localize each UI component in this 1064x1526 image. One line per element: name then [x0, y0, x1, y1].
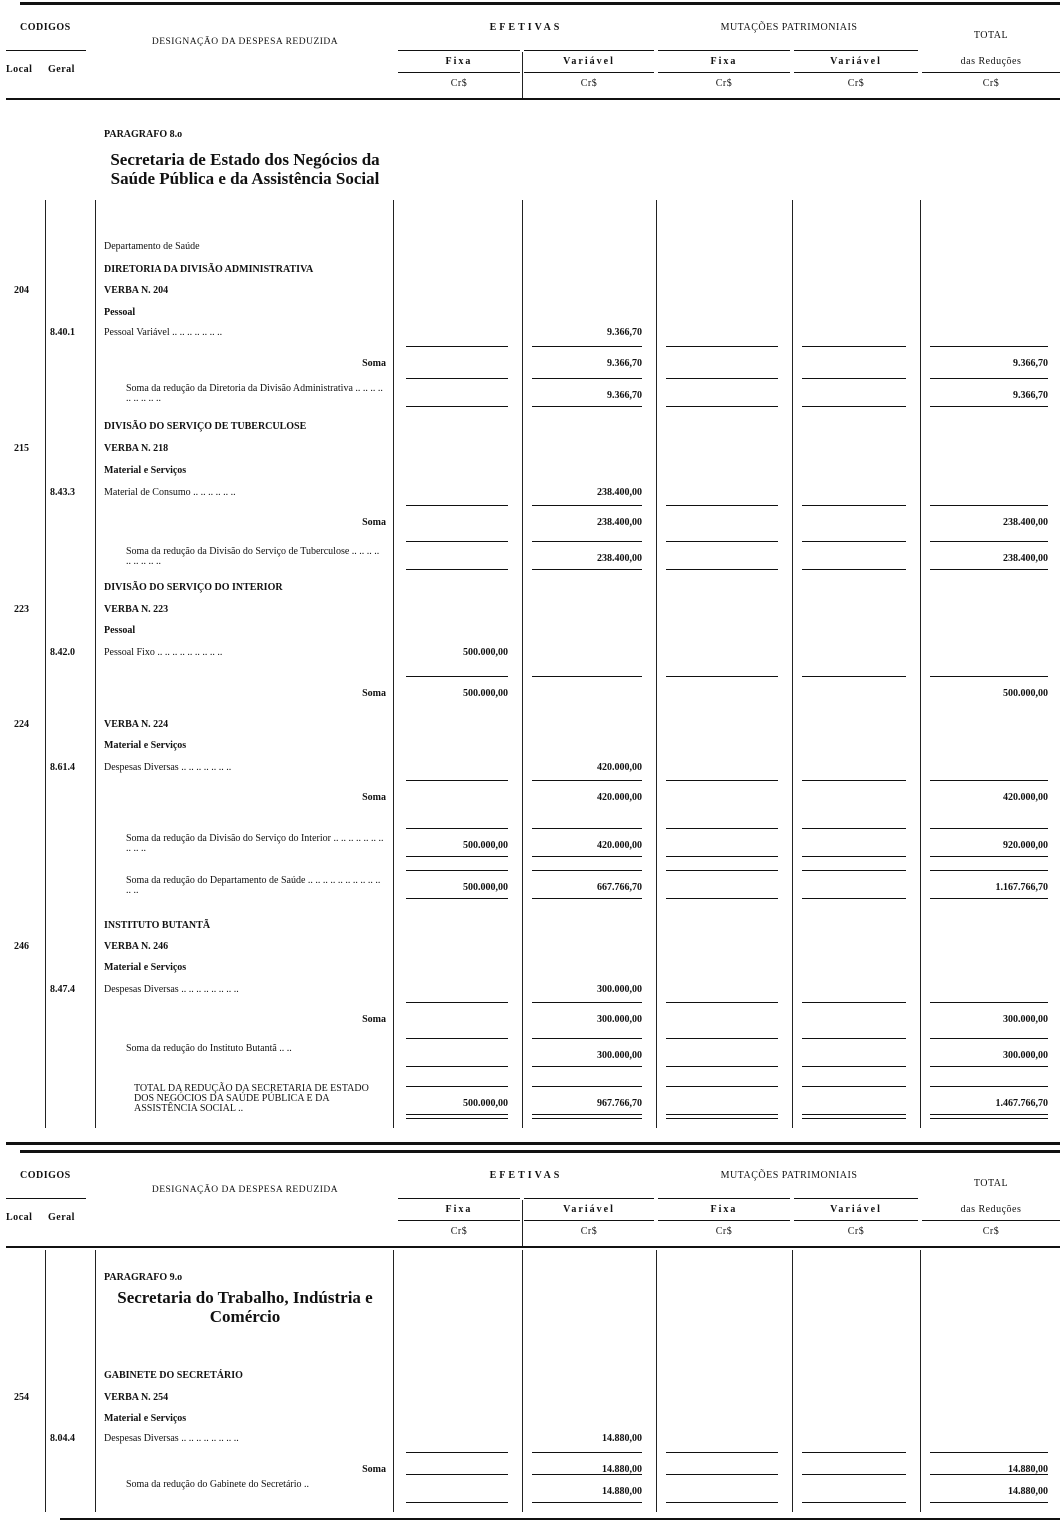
sum-rule-above: [406, 780, 508, 781]
sum-rule-below: [532, 569, 642, 570]
sum-rule-below: [406, 856, 508, 857]
sum-rule-below: [532, 856, 642, 857]
value-variavel: 967.766,70: [597, 1098, 642, 1109]
code-local: 254: [14, 1392, 29, 1403]
currency-total-label: Cr$: [982, 1226, 1000, 1237]
local-label: Local: [6, 64, 33, 75]
subheader-rule: [398, 50, 520, 51]
value-total: 1.467.766,70: [995, 1098, 1048, 1109]
sum-rule-above: [406, 1038, 508, 1039]
sum-rule-above: [930, 378, 1048, 379]
soma-label: Soma: [362, 517, 386, 528]
sum-rule-above: [802, 505, 906, 506]
geral-label: Geral: [48, 64, 75, 75]
sum-rule-above: [802, 541, 906, 542]
column-mvar-label: Variável: [830, 1204, 882, 1215]
sum-rule-above: [406, 505, 508, 506]
subtotal-label: Soma da redução da Divisão do Serviço do Interior .. .. .. .. .. .. .. .. .. ..: [126, 833, 384, 854]
sum-rule-above: [666, 676, 778, 677]
row-label: VERBA N. 204: [104, 285, 169, 296]
sum-rule-below: [666, 898, 778, 899]
sum-rule-double: [532, 1118, 642, 1119]
sum-rule-above: [802, 378, 906, 379]
soma-label: Soma: [362, 358, 386, 369]
row-label: Pessoal: [104, 625, 136, 636]
sum-rule-below: [406, 1066, 508, 1067]
sum-rule-above: [930, 541, 1048, 542]
column-divider: [656, 200, 657, 1128]
sum-rule-above: [930, 1474, 1048, 1475]
sum-rule-above: [532, 1086, 642, 1087]
subheader-rule: [794, 50, 918, 51]
column-divider: [45, 1250, 46, 1512]
total-label: TOTAL: [973, 30, 1009, 41]
mutacoes-label: MUTAÇÕES PATRIMONIAIS: [720, 1170, 858, 1181]
sum-rule-above: [666, 1038, 778, 1039]
header-top-rule: [20, 1150, 1060, 1153]
column-divider: [45, 200, 46, 1128]
paragrafo-label: PARAGRAFO 9.o: [104, 1272, 183, 1283]
sum-rule-double: [406, 1118, 508, 1119]
row-label: Material e Serviços: [104, 465, 187, 476]
currency-mvar-label: Cr$: [847, 1226, 865, 1237]
row-label: Departamento de Saúde: [104, 241, 200, 252]
secretaria-title: Secretaria do Trabalho, Indústria e Comércio: [117, 1288, 373, 1326]
row-label: DIVISÃO DO SERVIÇO DO INTERIOR: [104, 582, 283, 593]
sum-rule-above: [666, 505, 778, 506]
subheader-rule: [658, 1198, 790, 1199]
header-divider: [522, 1200, 523, 1248]
row-label: VERBA N. 224: [104, 719, 169, 730]
code-geral: 8.42.0: [50, 647, 75, 658]
sum-rule-below: [406, 898, 508, 899]
value-total: 500.000,00: [1003, 688, 1048, 699]
value-total: 420.000,00: [1003, 792, 1048, 803]
sum-rule-below: [406, 1502, 508, 1503]
sum-rule-above: [532, 1002, 642, 1003]
row-label: Material e Serviços: [104, 1413, 187, 1424]
soma-label: Soma: [362, 688, 386, 699]
header-bottom-rule: [6, 98, 1060, 100]
code-geral: 8.61.4: [50, 762, 75, 773]
sum-rule-below: [666, 406, 778, 407]
sum-rule-double: [666, 1118, 778, 1119]
sum-rule-below: [666, 1502, 778, 1503]
subheader-rule: [524, 50, 654, 51]
value-fixa: 500.000,00: [463, 840, 508, 851]
header-bottom-rule: [6, 1246, 1060, 1248]
sum-rule-below: [406, 406, 508, 407]
designacao-label: DESIGNAÇÃO DA DESPESA REDUZIDA: [151, 37, 339, 47]
value-variavel: 420.000,00: [597, 840, 642, 851]
row-label: Material e Serviços: [104, 962, 187, 973]
value-variavel: 420.000,00: [597, 792, 642, 803]
sum-rule-above: [930, 828, 1048, 829]
subtotal-label: Soma da redução da Diretoria da Divisão Administrativa .. .. .. .. .. .. .. .. ..: [126, 383, 383, 404]
currency-rule: [658, 72, 790, 73]
sum-rule-above: [406, 541, 508, 542]
sum-rule-above: [406, 346, 508, 347]
row-label: DIRETORIA DA DIVISÃO ADMINISTRATIVA: [104, 264, 314, 275]
currency-rule: [922, 72, 1060, 73]
code-local: 224: [14, 719, 29, 730]
efetivas-label: EFETIVAS: [489, 1170, 563, 1181]
value-fixa: 500.000,00: [463, 882, 508, 893]
sum-rule-below: [802, 406, 906, 407]
section-separator: [6, 1142, 1060, 1145]
sum-rule-below: [930, 1502, 1048, 1503]
sum-rule-above: [532, 378, 642, 379]
column-divider: [522, 1250, 523, 1512]
code-local: 215: [14, 443, 29, 454]
sum-rule-above: [802, 346, 906, 347]
column-divider: [792, 1250, 793, 1512]
value-total: 1.167.766,70: [995, 882, 1048, 893]
currency-rule: [794, 1220, 918, 1221]
sum-rule-above: [802, 780, 906, 781]
currency-rule: [658, 1220, 790, 1221]
soma-label: Soma: [362, 1014, 386, 1025]
sum-rule-above: [930, 1038, 1048, 1039]
sum-rule-above: [666, 1002, 778, 1003]
sum-rule-above: [406, 676, 508, 677]
sum-rule-above: [532, 541, 642, 542]
sum-rule-below: [802, 1114, 906, 1115]
sum-rule-above: [532, 346, 642, 347]
row-label: Despesas Diversas .. .. .. .. .. .. ..: [104, 762, 232, 773]
value-variavel: 667.766,70: [597, 882, 642, 893]
sum-rule-above: [930, 676, 1048, 677]
sum-rule-above: [666, 870, 778, 871]
sum-rule-below: [532, 406, 642, 407]
row-label: Pessoal: [104, 307, 136, 318]
currency-fixa-label: Cr$: [450, 78, 468, 89]
codes-rule: [6, 1198, 86, 1199]
sum-rule-below: [532, 1114, 642, 1115]
sum-rule-below: [802, 898, 906, 899]
value-variavel: 238.400,00: [597, 517, 642, 528]
value-variavel: 300.000,00: [597, 1014, 642, 1025]
row-label: Despesas Diversas .. .. .. .. .. .. .. ..: [104, 1433, 239, 1444]
sum-rule-below: [802, 1066, 906, 1067]
sum-rule-below: [930, 406, 1048, 407]
column-divider: [393, 1250, 394, 1512]
value-total: 238.400,00: [1003, 517, 1048, 528]
row-label: Pessoal Variável .. .. .. .. .. .. ..: [104, 327, 223, 338]
grand-total-label: TOTAL DA REDUÇÃO DA SECRETARIA DE ESTADO DOS NEGÓCIOS DA SAÚDE PÚBLICA E DA ASSISTÊNCIA SOCIAL ..: [134, 1083, 369, 1114]
column-mvar-label: Variável: [830, 56, 882, 67]
sum-rule-below: [930, 898, 1048, 899]
value-variavel: 14.880,00: [602, 1464, 642, 1475]
value-total: 238.400,00: [1003, 553, 1048, 564]
sum-rule-above: [930, 1086, 1048, 1087]
currency-rule: [398, 72, 520, 73]
value-variavel: 238.400,00: [597, 487, 642, 498]
column-divider: [792, 200, 793, 1128]
row-label: GABINETE DO SECRETÁRIO: [104, 1370, 243, 1381]
subheader-rule: [398, 1198, 520, 1199]
sum-rule-above: [406, 828, 508, 829]
local-label: Local: [6, 1212, 33, 1223]
sum-rule-above: [930, 870, 1048, 871]
designacao-label: DESIGNAÇÃO DA DESPESA REDUZIDA: [151, 1185, 339, 1195]
column-mfixa-label: Fixa: [710, 1204, 738, 1215]
sum-rule-above: [532, 676, 642, 677]
value-total: 9.366,70: [1013, 358, 1048, 369]
code-local: 204: [14, 285, 29, 296]
currency-rule: [922, 1220, 1060, 1221]
sum-rule-above: [930, 505, 1048, 506]
header-top-rule: [20, 2, 1060, 5]
sum-rule-above: [666, 1086, 778, 1087]
sum-rule-above: [802, 1086, 906, 1087]
value-total: 300.000,00: [1003, 1014, 1048, 1025]
sum-rule-double: [930, 1118, 1048, 1119]
currency-rule: [794, 72, 918, 73]
sum-rule-above: [532, 1474, 642, 1475]
mutacoes-label: MUTAÇÕES PATRIMONIAIS: [720, 22, 858, 33]
subheader-rule: [794, 1198, 918, 1199]
sum-rule-above: [666, 780, 778, 781]
currency-total-label: Cr$: [982, 78, 1000, 89]
sum-rule-below: [666, 569, 778, 570]
sum-rule-above: [802, 1038, 906, 1039]
sum-rule-below: [666, 856, 778, 857]
efetivas-label: EFETIVAS: [489, 22, 563, 33]
sum-rule-above: [930, 780, 1048, 781]
row-label: Despesas Diversas .. .. .. .. .. .. .. ..: [104, 984, 239, 995]
sum-rule-above: [406, 1474, 508, 1475]
sum-rule-below: [532, 1066, 642, 1067]
codigos-label: CODIGOS: [20, 22, 71, 33]
paragrafo-label: PARAGRAFO 8.o: [104, 129, 183, 140]
header-divider: [522, 52, 523, 100]
sum-rule-above: [802, 828, 906, 829]
row-label: VERBA N. 246: [104, 941, 169, 952]
soma-label: Soma: [362, 1464, 386, 1475]
subheader-rule: [524, 1198, 654, 1199]
sum-rule-above: [666, 1474, 778, 1475]
sum-rule-above: [802, 676, 906, 677]
sum-rule-below: [930, 569, 1048, 570]
sum-rule-above: [802, 1474, 906, 1475]
sum-rule-above: [406, 870, 508, 871]
row-label: INSTITUTO BUTANTÃ: [104, 920, 211, 931]
codes-rule: [6, 50, 86, 51]
sum-rule-below: [666, 1066, 778, 1067]
sum-rule-below: [930, 856, 1048, 857]
das-reducoes-label: das Reduções: [960, 1204, 1022, 1215]
column-fixa-label: Fixa: [445, 56, 473, 67]
subheader-rule: [658, 50, 790, 51]
row-label: Material e Serviços: [104, 740, 187, 751]
currency-mfixa-label: Cr$: [715, 1226, 733, 1237]
sum-rule-above: [532, 1038, 642, 1039]
value-fixa: 500.000,00: [463, 688, 508, 699]
row-label: VERBA N. 218: [104, 443, 169, 454]
sum-rule-below: [930, 1066, 1048, 1067]
value-variavel: 14.880,00: [602, 1433, 642, 1444]
sum-rule-above: [532, 1452, 642, 1453]
soma-label: Soma: [362, 792, 386, 803]
sum-rule-above: [802, 1002, 906, 1003]
currency-rule: [398, 1220, 520, 1221]
value-variavel: 9.366,70: [607, 327, 642, 338]
currency-mvar-label: Cr$: [847, 78, 865, 89]
sum-rule-below: [406, 1114, 508, 1115]
code-local: 246: [14, 941, 29, 952]
codigos-label: CODIGOS: [20, 1170, 71, 1181]
sum-rule-above: [406, 378, 508, 379]
value-total: 920.000,00: [1003, 840, 1048, 851]
sum-rule-above: [532, 780, 642, 781]
sum-rule-below: [802, 856, 906, 857]
code-geral: 8.04.4: [50, 1433, 75, 1444]
row-label: VERBA N. 254: [104, 1392, 169, 1403]
currency-mfixa-label: Cr$: [715, 78, 733, 89]
column-variavel-label: Variável: [563, 1204, 615, 1215]
subtotal-label: Soma da redução do Gabinete do Secretário ..: [126, 1479, 309, 1490]
sum-rule-above: [930, 1002, 1048, 1003]
sum-rule-above: [930, 1452, 1048, 1453]
value-total: 9.366,70: [1013, 390, 1048, 401]
sum-rule-below: [666, 1114, 778, 1115]
secretaria-title: Secretaria de Estado dos Negócios da Saúde Pública e da Assistência Social: [110, 150, 380, 188]
currency-rule: [524, 1220, 654, 1221]
sum-rule-below: [930, 1114, 1048, 1115]
sum-rule-double: [802, 1118, 906, 1119]
sum-rule-above: [406, 1452, 508, 1453]
value-fixa: 500.000,00: [463, 1098, 508, 1109]
sum-rule-above: [532, 828, 642, 829]
column-divider: [656, 1250, 657, 1512]
currency-rule: [524, 72, 654, 73]
sum-rule-above: [406, 1002, 508, 1003]
value-variavel: 420.000,00: [597, 762, 642, 773]
sum-rule-above: [666, 541, 778, 542]
column-divider: [393, 200, 394, 1128]
value-variavel: 300.000,00: [597, 1050, 642, 1061]
page-bottom-rule: [60, 1518, 1060, 1520]
column-divider: [920, 200, 921, 1128]
sum-rule-above: [802, 870, 906, 871]
column-mfixa-label: Fixa: [710, 56, 738, 67]
value-variavel: 9.366,70: [607, 358, 642, 369]
value-total: 300.000,00: [1003, 1050, 1048, 1061]
sum-rule-above: [532, 870, 642, 871]
sum-rule-above: [532, 505, 642, 506]
row-label: Material de Consumo .. .. .. .. .. ..: [104, 487, 236, 498]
value-total: 14.880,00: [1008, 1486, 1048, 1497]
column-divider: [522, 200, 523, 1128]
column-divider: [95, 1250, 96, 1512]
code-geral: 8.40.1: [50, 327, 75, 338]
row-label: DIVISÃO DO SERVIÇO DE TUBERCULOSE: [104, 421, 307, 432]
column-variavel-label: Variável: [563, 56, 615, 67]
code-geral: 8.47.4: [50, 984, 75, 995]
value-variavel: 14.880,00: [602, 1486, 642, 1497]
subtotal-label: Soma da redução do Instituto Butantã .. ..: [126, 1043, 292, 1054]
geral-label: Geral: [48, 1212, 75, 1223]
currency-variavel-label: Cr$: [580, 78, 598, 89]
currency-fixa-label: Cr$: [450, 1226, 468, 1237]
subtotal-label: Soma da redução da Divisão do Serviço de Tuberculose .. .. .. .. .. .. .. .. ..: [126, 546, 380, 567]
value-variavel: 9.366,70: [607, 390, 642, 401]
sum-rule-above: [802, 1452, 906, 1453]
sum-rule-above: [666, 346, 778, 347]
sum-rule-below: [532, 1502, 642, 1503]
value-variavel: 300.000,00: [597, 984, 642, 995]
total-label: TOTAL: [973, 1178, 1009, 1189]
sum-rule-above: [666, 828, 778, 829]
sum-rule-above: [930, 346, 1048, 347]
row-label: VERBA N. 223: [104, 604, 169, 615]
sum-rule-below: [406, 569, 508, 570]
value-fixa: 500.000,00: [463, 647, 508, 658]
sum-rule-above: [406, 1086, 508, 1087]
row-label: Pessoal Fixo .. .. .. .. .. .. .. .. ..: [104, 647, 223, 658]
sum-rule-above: [666, 378, 778, 379]
column-fixa-label: Fixa: [445, 1204, 473, 1215]
sum-rule-above: [666, 1452, 778, 1453]
code-local: 223: [14, 604, 29, 615]
column-divider: [920, 1250, 921, 1512]
currency-variavel-label: Cr$: [580, 1226, 598, 1237]
subtotal-label: Soma da redução do Departamento de Saúde .. .. .. .. .. .. .. .. .. .. .. ..: [126, 875, 381, 896]
das-reducoes-label: das Reduções: [960, 56, 1022, 67]
value-total: 14.880,00: [1008, 1464, 1048, 1475]
value-variavel: 238.400,00: [597, 553, 642, 564]
code-geral: 8.43.3: [50, 487, 75, 498]
column-divider: [95, 200, 96, 1128]
sum-rule-below: [802, 1502, 906, 1503]
sum-rule-below: [802, 569, 906, 570]
sum-rule-below: [532, 898, 642, 899]
